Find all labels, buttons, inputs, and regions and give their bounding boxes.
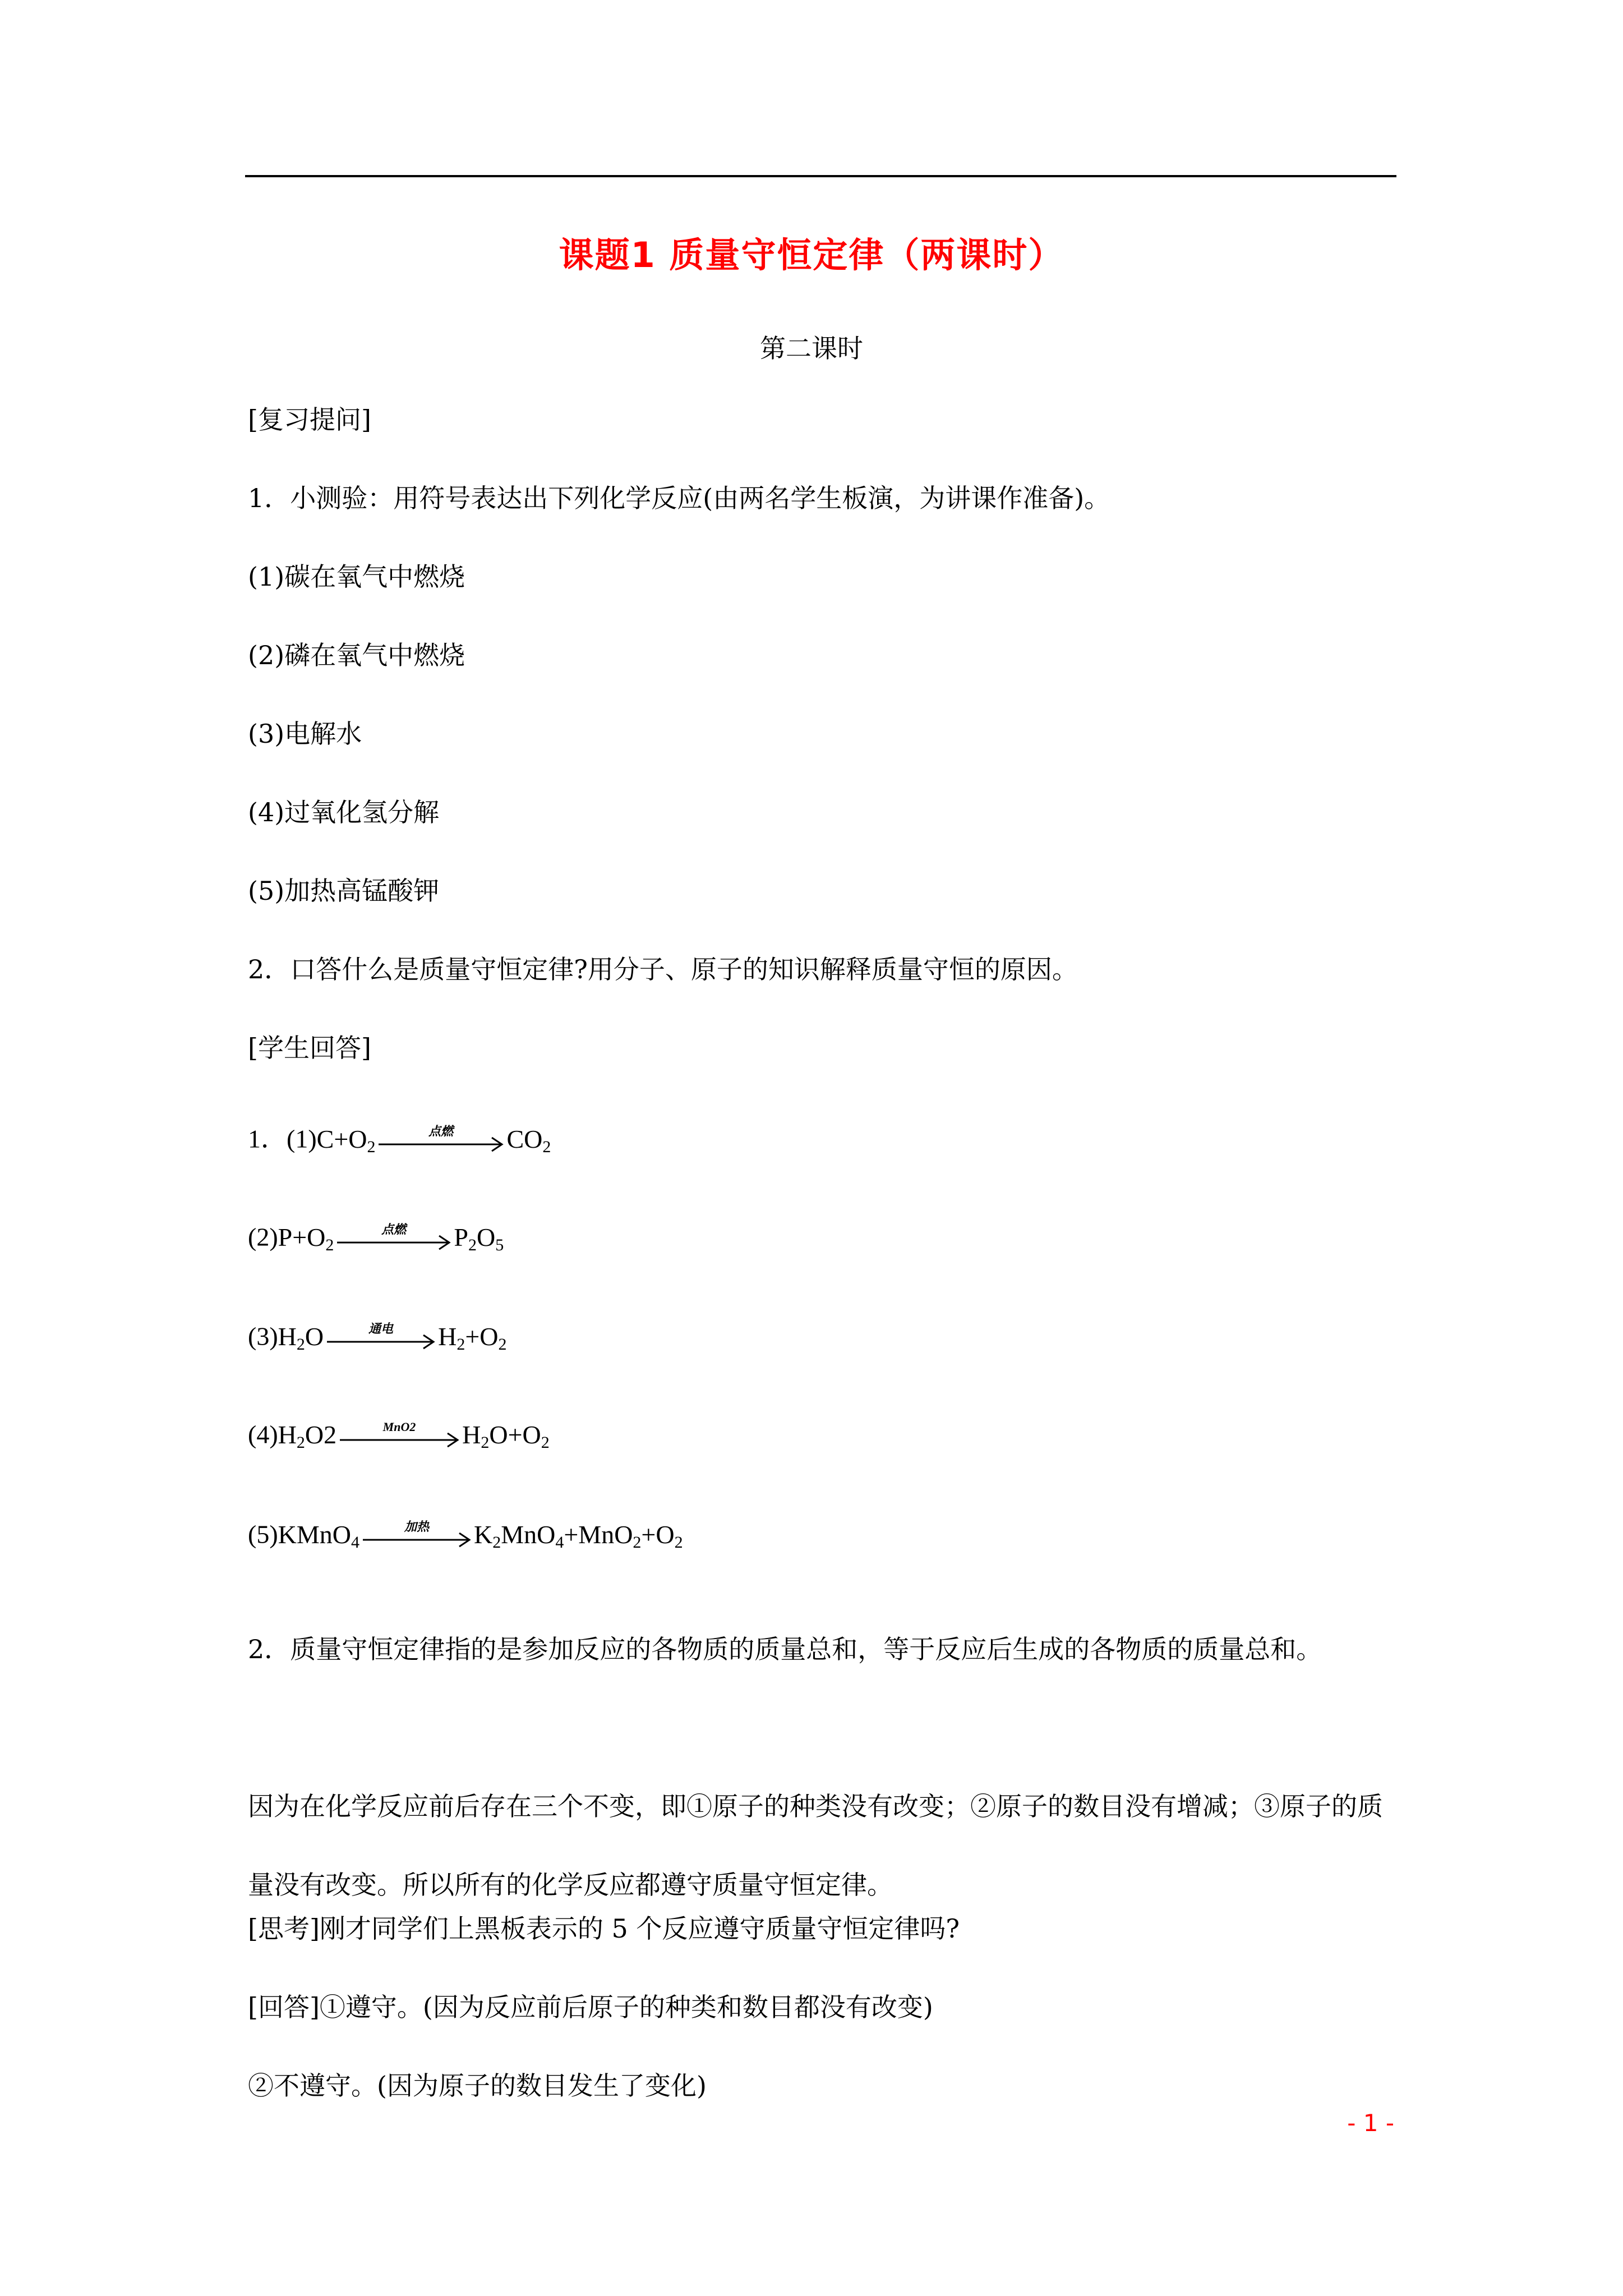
reaction-arrow — [376, 1122, 505, 1161]
equation-reactants: KMnO$_4$ — [278, 1520, 359, 1552]
reaction-arrow — [338, 1418, 461, 1457]
equation-products: $P_2O_5$ — [454, 1222, 504, 1254]
equation-prefix: (2) — [248, 1222, 278, 1251]
equation-products: $K_2MnO_4+MnO_2+O_2$ — [473, 1520, 683, 1552]
reaction-condition: 通电 — [368, 1322, 394, 1336]
equation-4 — [248, 1418, 550, 1457]
question-1-item-2: (2)磷在氧气中燃烧 — [248, 640, 465, 670]
equation-1 — [248, 1122, 551, 1161]
equation-prefix: (3) — [248, 1322, 278, 1351]
equation-2 — [248, 1220, 504, 1259]
explanation-paragraph: 因为在化学反应前后存在三个不变，即①原子的种类没有改变；②原子的数目没有增减；③原子的质量没有改变。所以所有的化学反应都遵守质量守恒定律。 — [248, 1791, 1383, 1900]
question-1: 1．小测验：用符号表达出下列化学反应(由两名学生板演，为讲课作准备)。 — [248, 483, 1110, 513]
equation-prefix: 1．(1) — [248, 1124, 317, 1153]
question-1-item-4: (4)过氧化氢分解 — [248, 797, 440, 827]
equation-products: $H_2+O_2$ — [438, 1322, 507, 1354]
review-heading: [复习提问] — [248, 404, 371, 435]
reaction-condition: 点燃 — [381, 1222, 407, 1236]
reaction-condition: 点燃 — [428, 1124, 454, 1138]
equation-prefix: (5) — [248, 1520, 278, 1549]
question-1-item-1: (1)碳在氧气中燃烧 — [248, 562, 465, 592]
equation-reactants: $H_2O$ — [278, 1322, 324, 1354]
answer-2: ②不遵守。(因为原子的数目发生了变化) — [248, 2070, 707, 2101]
page-title: 课题1 质量守恒定律（两课时） — [559, 234, 1064, 275]
answer-1: [回答]①遵守。(因为反应前后原子的种类和数目都没有改变) — [248, 1992, 933, 2022]
equation-3 — [248, 1319, 507, 1359]
lesson-subtitle: 第二课时 — [760, 333, 863, 364]
equation-products: $H_2O+O_2$ — [462, 1420, 550, 1452]
reaction-arrow — [335, 1220, 453, 1259]
equation-reactants: $C+O_2$ — [316, 1124, 376, 1156]
equation-reactants: $P+O_2$ — [278, 1222, 334, 1254]
equation-reactants: $H_2O2$ — [278, 1420, 337, 1452]
equation-5 — [248, 1517, 683, 1557]
equation-prefix: (4) — [248, 1420, 278, 1449]
reaction-condition: MnO2 — [382, 1420, 416, 1434]
page-number: - 1 - — [1347, 2109, 1394, 2137]
question-1-item-5: (5)加热高锰酸钾 — [248, 876, 440, 906]
question-1-item-3: (3)电解水 — [248, 719, 362, 749]
header-rule — [245, 175, 1396, 177]
think-prompt: [思考]刚才同学们上黑板表示的 5 个反应遵守质量守恒定律吗? — [248, 1913, 960, 1944]
answer-2-paragraph: 2．质量守恒定律指的是参加反应的各物质的质量总和，等于反应后生成的各物质的质量总和。 — [248, 1634, 1322, 1664]
answer-heading: [学生回答] — [248, 1033, 371, 1063]
reaction-condition: 加热 — [404, 1520, 429, 1534]
reaction-arrow — [325, 1319, 437, 1359]
reaction-arrow — [361, 1517, 473, 1557]
equation-products: $CO_2$ — [506, 1124, 551, 1156]
question-2: 2．口答什么是质量守恒定律?用分子、原子的知识解释质量守恒的原因。 — [248, 954, 1078, 984]
